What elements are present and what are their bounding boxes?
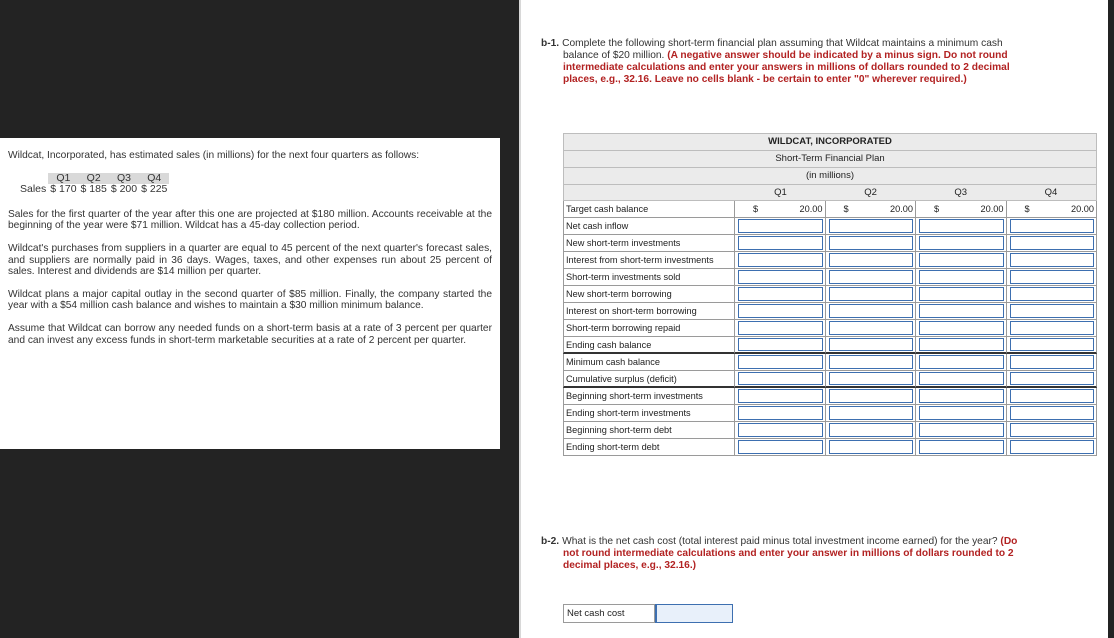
plan-cell xyxy=(826,286,917,303)
answer-panel xyxy=(521,0,1114,638)
plan-row xyxy=(563,388,1097,405)
plan-row xyxy=(563,422,1097,439)
plan-cell xyxy=(916,252,1007,269)
plan-cell xyxy=(1007,371,1098,388)
plan-row-label: Cumulative surplus (deficit) xyxy=(563,371,735,388)
plan-cell xyxy=(826,388,917,405)
plan-input-q2[interactable] xyxy=(829,270,914,284)
plan-input-q2[interactable] xyxy=(829,372,914,385)
plan-input-q2[interactable] xyxy=(829,355,914,369)
plan-input-q2[interactable] xyxy=(829,389,914,403)
plan-input-q1[interactable] xyxy=(738,236,823,250)
question-b2-number: b-2. xyxy=(541,536,560,547)
plan-cell xyxy=(1007,388,1098,405)
net-cash-cost-input[interactable] xyxy=(655,604,733,623)
plan-row-label: Beginning short-term debt xyxy=(563,422,735,439)
plan-input-q1[interactable] xyxy=(738,253,823,267)
plan-cell xyxy=(916,371,1007,388)
plan-cell xyxy=(826,371,917,388)
plan-cell xyxy=(826,439,917,456)
plan-cell xyxy=(916,422,1007,439)
plan-row-label: Short-term borrowing repaid xyxy=(563,320,735,337)
plan-input-q3[interactable] xyxy=(919,372,1004,385)
question-b2-instruction: (Do not round intermediate calculations and enter your answer in millions of dollars rounded to 2 decimal places, e.g., 32.16.) xyxy=(563,536,1018,571)
plan-cell xyxy=(916,235,1007,252)
plan-input-q3[interactable] xyxy=(919,423,1004,437)
sales-value-q3: $ 200 xyxy=(110,183,138,196)
plan-input-q3[interactable] xyxy=(919,287,1004,301)
plan-cell xyxy=(1007,303,1098,320)
plan-input-q1[interactable] xyxy=(738,423,823,437)
plan-input-q3[interactable] xyxy=(919,270,1004,284)
question-b1-text: Complete the following short-term financial plan assuming that Wildcat maintains a minimum cash balance of $20 million. xyxy=(562,38,1003,61)
plan-input-q3[interactable] xyxy=(919,253,1004,267)
plan-cell xyxy=(735,235,826,252)
plan-cell xyxy=(826,269,917,286)
plan-row xyxy=(563,354,1097,371)
plan-input-q1[interactable] xyxy=(738,270,823,284)
plan-input-q4[interactable] xyxy=(1010,236,1095,250)
plan-cell xyxy=(735,320,826,337)
plan-input-q2[interactable] xyxy=(829,338,914,351)
plan-cell xyxy=(826,303,917,320)
plan-row-label: Ending short-term debt xyxy=(563,439,735,456)
plan-company: WILDCAT, INCORPORATED xyxy=(563,133,1097,150)
plan-input-q2[interactable] xyxy=(829,219,914,233)
plan-input-q4[interactable] xyxy=(1010,423,1095,437)
plan-title: Short-Term Financial Plan xyxy=(563,150,1097,167)
plan-cell xyxy=(916,218,1007,235)
plan-cell xyxy=(826,337,917,354)
plan-row-label: Net cash inflow xyxy=(563,218,735,235)
plan-input-q4[interactable] xyxy=(1010,270,1095,284)
plan-input-q1[interactable] xyxy=(738,372,823,385)
plan-input-q2[interactable] xyxy=(829,253,914,267)
plan-row xyxy=(563,252,1097,269)
plan-row-label: Beginning short-term investments xyxy=(563,388,735,405)
plan-cell xyxy=(1007,337,1098,354)
sales-table xyxy=(18,173,169,196)
target-cash-q2: $ 20.00 xyxy=(826,201,917,218)
plan-cell xyxy=(735,405,826,422)
plan-row-label: Interest on short-term borrowing xyxy=(563,303,735,320)
intro-text: Wildcat, Incorporated, has estimated sales (in millions) for the next four quarters as follows: xyxy=(8,150,420,161)
plan-cell xyxy=(916,337,1007,354)
plan-input-q4[interactable] xyxy=(1010,304,1095,318)
plan-cell xyxy=(826,354,917,371)
plan-input-q4[interactable] xyxy=(1010,321,1095,335)
plan-row-label: Ending short-term investments xyxy=(563,405,735,422)
plan-quarter-header xyxy=(563,184,1097,201)
plan-row xyxy=(563,269,1097,286)
plan-input-q2[interactable] xyxy=(829,440,914,454)
plan-cell xyxy=(735,252,826,269)
plan-input-q4[interactable] xyxy=(1010,406,1095,420)
financial-plan-table xyxy=(563,133,1097,456)
plan-cell xyxy=(1007,269,1098,286)
plan-row-target-cash xyxy=(563,201,1097,218)
plan-header-q4: Q4 xyxy=(1044,187,1058,198)
plan-input-q2[interactable] xyxy=(829,304,914,318)
plan-row-label: Target cash balance xyxy=(563,201,735,218)
plan-input-q4[interactable] xyxy=(1010,338,1095,351)
plan-input-q3[interactable] xyxy=(919,304,1004,318)
plan-row-label: Ending cash balance xyxy=(563,337,735,354)
plan-cell xyxy=(1007,405,1098,422)
plan-cell xyxy=(735,354,826,371)
sales-header-q1: Q1 xyxy=(48,173,78,185)
plan-input-q1[interactable] xyxy=(738,389,823,403)
plan-cell xyxy=(826,320,917,337)
plan-cell xyxy=(826,218,917,235)
question-b1-number: b-1. xyxy=(541,38,560,49)
plan-row-label: Minimum cash balance xyxy=(563,354,735,371)
plan-cell xyxy=(916,439,1007,456)
plan-input-q3[interactable] xyxy=(919,389,1004,403)
panel-divider xyxy=(500,0,520,638)
plan-input-q3[interactable] xyxy=(919,219,1004,233)
plan-cell xyxy=(916,269,1007,286)
plan-input-q2[interactable] xyxy=(829,236,914,250)
plan-row xyxy=(563,439,1097,456)
paragraph-receivables: Sales for the first quarter of the year after this one are projected at $180 million. Accounts receivable at the beginning of the year were $71 million. Wildcat has a 45-day collection period. xyxy=(8,208,492,232)
plan-cell xyxy=(735,218,826,235)
plan-input-q3[interactable] xyxy=(919,236,1004,250)
plan-header-q3: Q3 xyxy=(954,187,968,198)
plan-row-label: New short-term borrowing xyxy=(563,286,735,303)
sales-value-q1: $ 170 xyxy=(50,183,77,196)
plan-input-q3[interactable] xyxy=(919,355,1004,369)
plan-row-label: Short-term investments sold xyxy=(563,269,735,286)
plan-cell xyxy=(1007,252,1098,269)
plan-input-q1[interactable] xyxy=(738,219,823,233)
question-b1-instruction: (A negative answer should be indicated by a minus sign. Do not round intermediate calculations and enter your answers in millions of dollars rounded to 2 decimal places, e.g., 32.16. Leave no cells blank - be certain to enter "0" wherever required.) xyxy=(563,50,1010,85)
target-cash-q1: $ 20.00 xyxy=(735,201,826,218)
plan-input-q1[interactable] xyxy=(738,287,823,301)
plan-input-q2[interactable] xyxy=(829,321,914,335)
plan-cell xyxy=(826,235,917,252)
sales-value-q2: $ 185 xyxy=(80,183,107,196)
plan-cell xyxy=(1007,354,1098,371)
plan-cell xyxy=(916,286,1007,303)
plan-cell xyxy=(735,337,826,354)
plan-input-q3[interactable] xyxy=(919,321,1004,335)
plan-input-q4[interactable] xyxy=(1010,440,1095,454)
plan-cell xyxy=(826,405,917,422)
plan-input-q1[interactable] xyxy=(738,355,823,369)
plan-input-q3[interactable] xyxy=(919,338,1004,351)
plan-cell xyxy=(1007,439,1098,456)
plan-row xyxy=(563,320,1097,337)
plan-row xyxy=(563,235,1097,252)
plan-input-q4[interactable] xyxy=(1010,287,1095,301)
right-edge xyxy=(1108,0,1114,638)
net-cash-cost-row xyxy=(563,604,733,623)
plan-cell xyxy=(916,354,1007,371)
sales-row-label: Sales xyxy=(20,183,47,196)
plan-input-q2[interactable] xyxy=(829,287,914,301)
question-b2-text: What is the net cash cost (total interest paid minus total investment income earned) for the year? xyxy=(562,536,998,547)
plan-row xyxy=(563,405,1097,422)
plan-input-q2[interactable] xyxy=(829,406,914,420)
plan-input-q4[interactable] xyxy=(1010,219,1095,233)
sales-value-q4: $ 225 xyxy=(141,183,168,196)
target-cash-q4: $ 20.00 xyxy=(1007,201,1098,218)
paragraph-borrowing: Assume that Wildcat can borrow any needed funds on a short-term basis at a rate of 3 percent per quarter and can invest any excess funds in short-term marketable securities at a rate of 2 percent per quarter. xyxy=(8,322,492,346)
plan-cell xyxy=(826,252,917,269)
plan-row xyxy=(563,303,1097,320)
question-b1 xyxy=(541,38,1023,86)
plan-cell xyxy=(735,303,826,320)
plan-row xyxy=(563,371,1097,388)
target-cash-q3: $ 20.00 xyxy=(916,201,1007,218)
plan-cell xyxy=(1007,218,1098,235)
plan-cell xyxy=(735,439,826,456)
plan-input-q2[interactable] xyxy=(829,423,914,437)
plan-cell xyxy=(735,269,826,286)
plan-input-q1[interactable] xyxy=(738,338,823,351)
plan-input-q1[interactable] xyxy=(738,406,823,420)
plan-cell xyxy=(916,320,1007,337)
plan-units: (in millions) xyxy=(563,167,1097,184)
plan-row xyxy=(563,218,1097,235)
plan-cell xyxy=(735,388,826,405)
sales-header-q4: Q4 xyxy=(139,173,169,185)
plan-input-q3[interactable] xyxy=(919,440,1004,454)
plan-cell xyxy=(735,286,826,303)
plan-cell xyxy=(916,388,1007,405)
sales-header-q2: Q2 xyxy=(79,173,109,185)
plan-input-q4[interactable] xyxy=(1010,389,1095,403)
plan-input-q4[interactable] xyxy=(1010,253,1095,267)
plan-cell xyxy=(916,405,1007,422)
plan-header-q2: Q2 xyxy=(864,187,877,198)
plan-cell xyxy=(916,303,1007,320)
plan-row xyxy=(563,286,1097,303)
plan-cell xyxy=(1007,422,1098,439)
plan-row xyxy=(563,337,1097,354)
plan-input-q4[interactable] xyxy=(1010,372,1095,385)
plan-row-label: New short-term investments xyxy=(563,235,735,252)
plan-cell xyxy=(1007,286,1098,303)
sales-header-q3: Q3 xyxy=(109,173,139,185)
plan-input-q1[interactable] xyxy=(738,304,823,318)
plan-cell xyxy=(735,371,826,388)
plan-input-q3[interactable] xyxy=(919,406,1004,420)
plan-input-q1[interactable] xyxy=(738,440,823,454)
question-b2 xyxy=(541,536,1023,572)
problem-panel xyxy=(0,138,500,449)
plan-input-q4[interactable] xyxy=(1010,355,1095,369)
paragraph-capital-outlay: Wildcat plans a major capital outlay in the second quarter of $85 million. Finally, the company started the year with a $54 million cash balance and wishes to maintain a $30 million minimum balance. xyxy=(8,288,492,312)
paragraph-purchases: Wildcat's purchases from suppliers in a quarter are equal to 45 percent of the next quarter's forecast sales, and suppliers are normally paid in 36 days. Wages, taxes, and other expenses run about 25 percent of sales. Interest and dividends are $14 million per quarter. xyxy=(8,242,492,278)
net-cash-cost-label: Net cash cost xyxy=(563,604,655,623)
plan-cell xyxy=(826,422,917,439)
plan-row-label: Interest from short-term investments xyxy=(563,252,735,269)
plan-cell xyxy=(1007,235,1098,252)
plan-header-q1: Q1 xyxy=(774,187,787,198)
plan-cell xyxy=(1007,320,1098,337)
plan-input-q1[interactable] xyxy=(738,321,823,335)
plan-cell xyxy=(735,422,826,439)
